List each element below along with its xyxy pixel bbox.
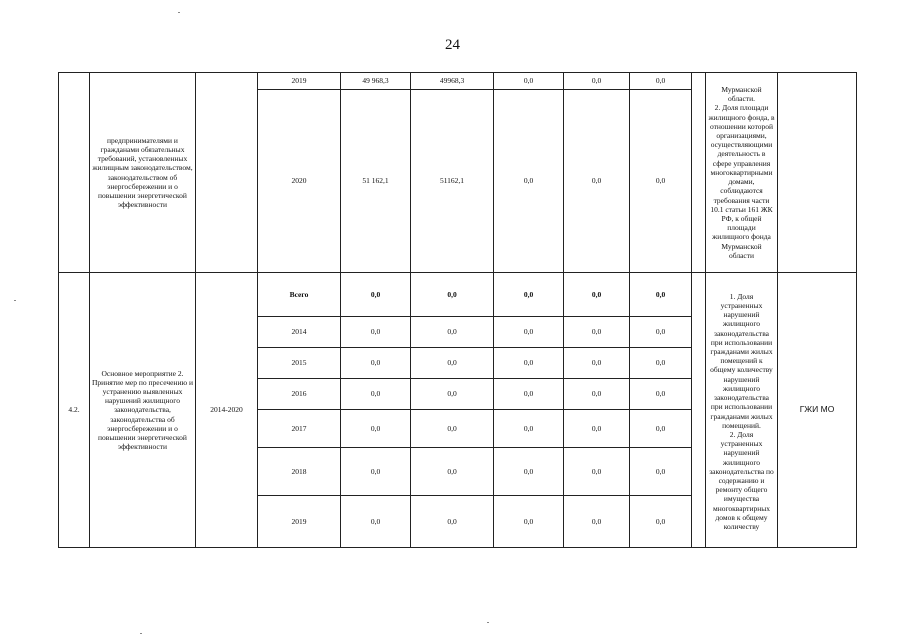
executor-cell: ГЖИ МО — [778, 273, 857, 548]
value-cell: 51162,1 — [411, 90, 494, 273]
value-cell: 49968,3 — [411, 73, 494, 90]
value-cell: 0,0 — [564, 348, 630, 379]
year-cell: Всего — [258, 273, 341, 317]
value-cell: 51 162,1 — [341, 90, 411, 273]
value-cell: 0,0 — [630, 90, 692, 273]
year-cell: 2020 — [258, 90, 341, 273]
value-cell: 0,0 — [494, 348, 564, 379]
year-cell: 2019 — [258, 73, 341, 90]
value-cell: 0,0 — [564, 448, 630, 496]
value-cell: 0,0 — [411, 448, 494, 496]
indicators-cell: 1. Доля устраненных нарушений жилищного законодательства при использовании гражданами жилых помещений к общему количеству нарушений жилищного законодательства при использовании гражданами жилых помещений. 2. Доля устраненных нарушений жилищного законодательства по содержанию и ремонту общего имущества многоквартирных домов к общему количеству — [706, 273, 778, 548]
value-cell: 0,0 — [341, 410, 411, 448]
spacer-cell — [692, 273, 706, 548]
value-cell: 0,0 — [341, 448, 411, 496]
value-cell: 0,0 — [630, 273, 692, 317]
value-cell: 0,0 — [341, 496, 411, 548]
value-cell: 0,0 — [411, 410, 494, 448]
value-cell: 0,0 — [341, 317, 411, 348]
year-cell: 2019 — [258, 496, 341, 548]
value-cell: 0,0 — [564, 496, 630, 548]
scan-speck — [178, 12, 180, 13]
value-cell: 0,0 — [494, 73, 564, 90]
executor-cell — [778, 73, 857, 273]
value-cell: 0,0 — [494, 379, 564, 410]
value-cell: 0,0 — [494, 317, 564, 348]
value-cell: 0,0 — [630, 410, 692, 448]
value-cell: 0,0 — [630, 317, 692, 348]
table-row — [59, 73, 857, 90]
value-cell: 0,0 — [630, 496, 692, 548]
year-cell: 2015 — [258, 348, 341, 379]
value-cell: 0,0 — [564, 317, 630, 348]
item-description-cell: Основное мероприятие 2. Принятие мер по пресечению и устранению выявленных нарушений жилищного законодательства, законодательства об энергосбережении и о повышении энергетической эффективности — [90, 273, 196, 548]
scan-speck — [487, 622, 489, 623]
value-cell: 0,0 — [494, 90, 564, 273]
value-cell: 0,0 — [411, 317, 494, 348]
scan-speck — [14, 300, 16, 301]
value-cell: 0,0 — [411, 348, 494, 379]
value-cell: 0,0 — [494, 496, 564, 548]
year-cell: 2017 — [258, 410, 341, 448]
indicators-cell: Мурманской области. 2. Доля площади жилищного фонда, в отношении которой организациями, осуществляющими деятельность в сфере управления многоквартирными домами, соблюдаются требования части 10.1 статьи 161 ЖК РФ, к общей площади жилищного фонда Мурманской области — [706, 73, 778, 273]
value-cell: 0,0 — [411, 379, 494, 410]
value-cell: 0,0 — [411, 273, 494, 317]
item-period-cell — [196, 73, 258, 273]
value-cell: 0,0 — [341, 348, 411, 379]
value-cell: 0,0 — [630, 348, 692, 379]
table-row — [59, 273, 857, 317]
item-description-cell: предпринимателями и гражданами обязательных требований, установленных жилищным законодательством, законодательством об энергосбережении и о повышении энергетической эффективности — [90, 73, 196, 273]
item-number-cell — [59, 73, 90, 273]
value-cell: 0,0 — [564, 90, 630, 273]
value-cell: 0,0 — [411, 496, 494, 548]
value-cell: 0,0 — [341, 379, 411, 410]
year-cell: 2014 — [258, 317, 341, 348]
value-cell: 0,0 — [564, 273, 630, 317]
year-cell: 2016 — [258, 379, 341, 410]
item-period-cell: 2014-2020 — [196, 273, 258, 548]
value-cell: 0,0 — [630, 379, 692, 410]
value-cell: 0,0 — [494, 448, 564, 496]
spacer-cell — [692, 73, 706, 273]
value-cell: 0,0 — [630, 448, 692, 496]
value-cell: 0,0 — [494, 410, 564, 448]
scan-speck — [140, 633, 142, 634]
value-cell: 0,0 — [630, 73, 692, 90]
value-cell: 0,0 — [564, 379, 630, 410]
page-number: 24 — [445, 37, 460, 53]
value-cell: 0,0 — [564, 410, 630, 448]
value-cell: 0,0 — [494, 273, 564, 317]
value-cell: 0,0 — [341, 273, 411, 317]
value-cell: 49 968,3 — [341, 73, 411, 90]
item-number-cell: 4.2. — [59, 273, 90, 548]
year-cell: 2018 — [258, 448, 341, 496]
program-table — [58, 72, 857, 548]
value-cell: 0,0 — [564, 73, 630, 90]
